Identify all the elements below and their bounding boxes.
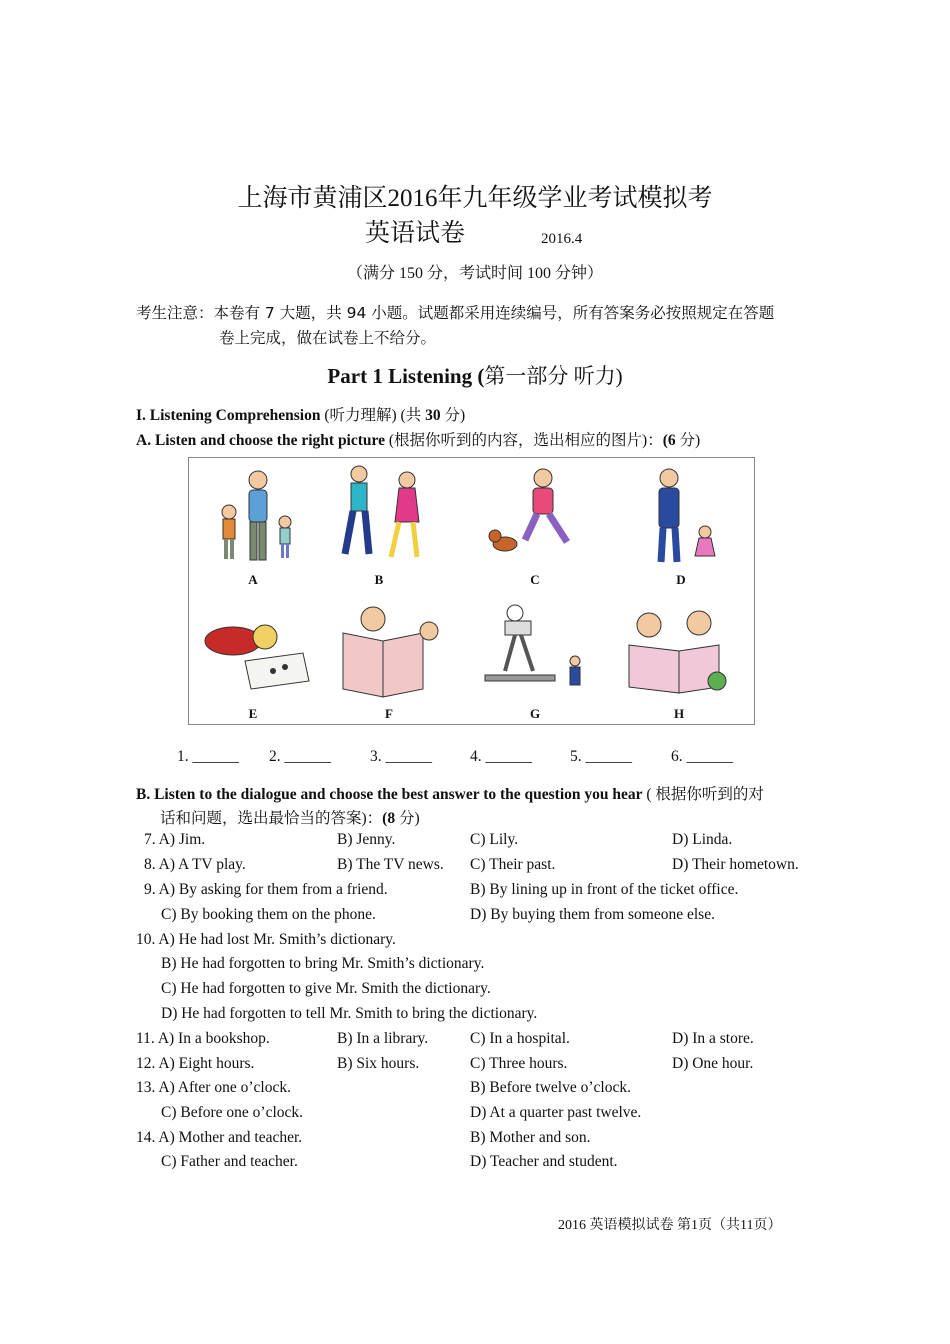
answer-blank-2: 2. ______ bbox=[269, 748, 331, 765]
section-1-heading bbox=[136, 403, 465, 425]
q8-option-a: 8. A) A TV play. bbox=[144, 856, 246, 873]
child-drawing-icon bbox=[193, 596, 313, 706]
picture-c bbox=[475, 462, 595, 592]
part-heading-rest: 第一部分 听力) bbox=[484, 364, 623, 388]
notice-line2: 卷上完成，做在试卷上不给分。 bbox=[219, 329, 437, 347]
notice-line1: 考生注意：本卷有 7 大题，共 94 小题。试题都采用连续编号，所有答案务必按照规定在答题 bbox=[136, 304, 775, 322]
exam-title-line1: 上海市黄浦区2016年九年级学业考试模拟考 bbox=[237, 185, 713, 212]
picture-grid bbox=[188, 457, 755, 725]
q9-option-d: D) By buying them from someone else. bbox=[470, 906, 715, 923]
q13-option-c: C) Before one o’clock. bbox=[161, 1104, 304, 1121]
q10-option-c: C) He had forgotten to give Mr. Smith the dictionary. bbox=[161, 980, 491, 997]
q14-option-c: C) Father and teacher. bbox=[161, 1153, 298, 1170]
section-b-heading-line1 bbox=[136, 782, 764, 804]
picture-f-label: F bbox=[385, 706, 393, 721]
section-a-end: 分) bbox=[675, 432, 701, 449]
q7-option-a: 7. A) Jim. bbox=[144, 831, 206, 848]
q10-option-b: B) He had forgotten to bring Mr. Smith’s dictionary. bbox=[161, 955, 485, 972]
q13-option-d: D) At a quarter past twelve. bbox=[470, 1104, 642, 1121]
section-b-score: (8 bbox=[382, 810, 396, 827]
answer-blank-3: 3. ______ bbox=[370, 748, 432, 765]
q7-option-b: B) Jenny. bbox=[337, 831, 396, 848]
exam-date: 2016.4 bbox=[541, 231, 583, 247]
q7-option-d: D) Linda. bbox=[672, 831, 733, 848]
section-a-bold: A. Listen and choose the right picture bbox=[136, 432, 386, 449]
q8-option-b: B) The TV news. bbox=[337, 856, 444, 873]
section-a-rest: (根据你听到的内容，选出相应的图片)： bbox=[385, 432, 663, 449]
answer-blank-5: 5. ______ bbox=[570, 748, 632, 765]
q12-option-c: C) Three hours. bbox=[470, 1055, 568, 1072]
dancing-couple-icon bbox=[319, 462, 439, 572]
exam-title-line2: 英语试卷 bbox=[365, 220, 466, 247]
section-a-score: (6 bbox=[662, 432, 676, 449]
family-photo-book-icon bbox=[619, 596, 739, 706]
q14-option-b: B) Mother and son. bbox=[470, 1129, 591, 1146]
picture-b bbox=[319, 462, 439, 592]
picture-e bbox=[193, 596, 313, 726]
q9-option-a: 9. A) By asking for them from a friend. bbox=[144, 881, 388, 898]
film-camera-crane-icon bbox=[475, 596, 595, 706]
father-and-daughter-icon bbox=[621, 462, 741, 572]
picture-f bbox=[329, 596, 449, 726]
q11-option-d: D) In a store. bbox=[672, 1030, 754, 1047]
q12-option-b: B) Six hours. bbox=[337, 1055, 420, 1072]
section-b-rest2: 话和问题，选出最恰当的答案)： bbox=[160, 810, 383, 827]
picture-a-label: A bbox=[248, 572, 258, 587]
picture-c-label: C bbox=[530, 572, 540, 587]
section-b-rest1: ( 根据你听到的对 bbox=[642, 786, 764, 803]
q13-option-a: 13. A) After one o’clock. bbox=[136, 1079, 291, 1096]
q8-option-d: D) Their hometown. bbox=[672, 856, 799, 873]
q10-option-a: 10. A) He had lost Mr. Smith’s dictionary. bbox=[136, 931, 396, 948]
notice bbox=[136, 301, 826, 351]
picture-d bbox=[621, 462, 741, 592]
section-1-mid: (听力理解) (共 bbox=[320, 407, 426, 424]
section-1-bold: I. Listening Comprehension bbox=[136, 407, 321, 424]
picture-g bbox=[475, 596, 595, 726]
exam-subtitle: （满分 150 分，考试时间 100 分钟） bbox=[346, 265, 603, 282]
part-heading bbox=[0, 360, 950, 390]
q11-option-a: 11. A) In a bookshop. bbox=[136, 1030, 270, 1047]
section-a-heading bbox=[136, 428, 700, 450]
section-1-score: 30 bbox=[425, 407, 441, 424]
picture-h-label: H bbox=[673, 706, 685, 721]
answer-blank-1: 1. ______ bbox=[177, 748, 239, 765]
answer-blank-6: 6. ______ bbox=[671, 748, 733, 765]
picture-b-label: B bbox=[374, 572, 384, 587]
q14-option-a: 14. A) Mother and teacher. bbox=[136, 1129, 303, 1146]
q8-option-c: C) Their past. bbox=[470, 856, 556, 873]
q7-option-c: C) Lily. bbox=[470, 831, 519, 848]
q12-option-d: D) One hour. bbox=[672, 1055, 754, 1072]
picture-g-label: G bbox=[529, 706, 541, 721]
answer-blank-4: 4. ______ bbox=[470, 748, 532, 765]
page-footer: 2016 英语模拟试卷 第1页（共11页） bbox=[558, 1218, 782, 1233]
q11-option-b: B) In a library. bbox=[337, 1030, 429, 1047]
q9-option-b: B) By lining up in front of the ticket office. bbox=[470, 881, 739, 898]
picture-e-label: E bbox=[248, 706, 258, 721]
q10-option-d: D) He had forgotten to tell Mr. Smith to bring the dictionary. bbox=[161, 1005, 538, 1022]
q9-option-c: C) By booking them on the phone. bbox=[161, 906, 376, 923]
q12-option-a: 12. A) Eight hours. bbox=[136, 1055, 255, 1072]
section-b-bold: B. Listen to the dialogue and choose the best answer to the question you hear bbox=[136, 786, 643, 803]
section-b-end: 分) bbox=[395, 810, 420, 827]
reading-family-tree-book-icon bbox=[329, 596, 449, 706]
part-heading-bold: Part 1 Listening ( bbox=[327, 364, 485, 388]
picture-d-label: D bbox=[676, 572, 686, 587]
picture-a bbox=[193, 462, 313, 592]
jogging-with-dog-icon bbox=[475, 462, 595, 572]
q13-option-b: B) Before twelve o’clock. bbox=[470, 1079, 631, 1096]
section-1-end: 分) bbox=[440, 407, 466, 424]
family-walking-icon bbox=[193, 462, 313, 572]
q11-option-c: C) In a hospital. bbox=[470, 1030, 570, 1047]
section-b-heading-line2 bbox=[160, 806, 420, 828]
q14-option-d: D) Teacher and student. bbox=[470, 1153, 618, 1170]
picture-h bbox=[619, 596, 739, 726]
